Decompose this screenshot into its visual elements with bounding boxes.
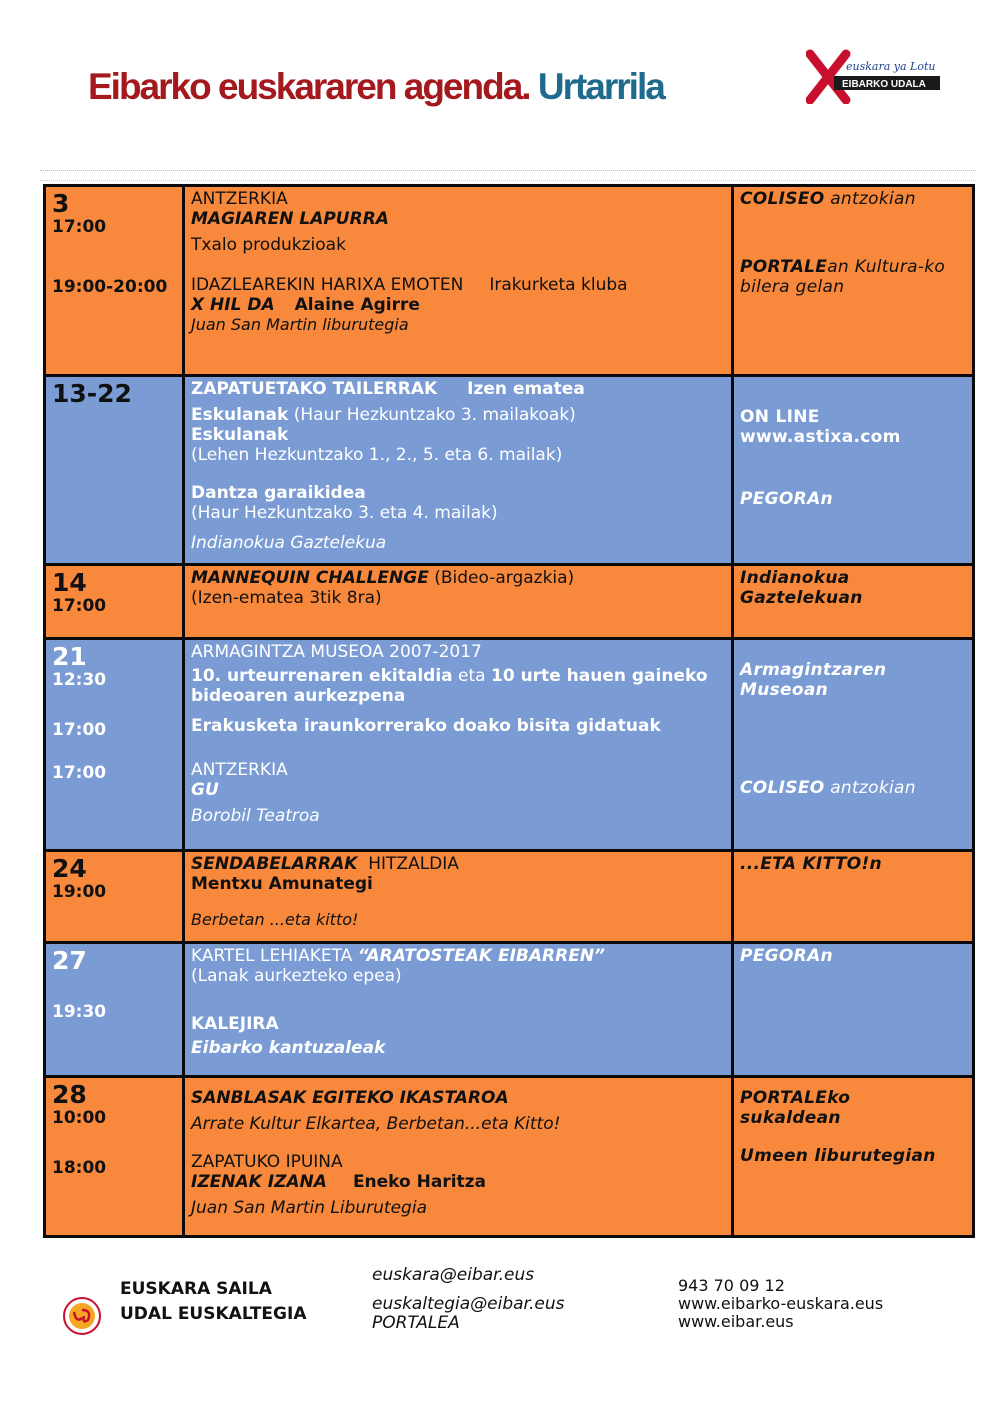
email-link[interactable]: euskaltegia@eibar.eus <box>372 1294 565 1314</box>
title-month: Urtarrila <box>537 66 664 107</box>
day-number: 21 <box>52 642 87 671</box>
day-number: 24 <box>52 854 87 883</box>
event-title: ZAPATUETAKO TAILERRAK Izen ematea <box>191 379 585 399</box>
event-title: 10. urteurrenaren ekitaldia eta 10 urte hauen gaineko bideoaren aurkezpena <box>191 666 708 706</box>
agenda-row <box>45 376 974 565</box>
event-title: MAGIAREN LAPURRA <box>191 209 389 229</box>
event-cell <box>184 851 733 943</box>
day-number: 14 <box>52 568 87 597</box>
event-category: ARMAGINTZA MUSEOA 2007-2017 <box>191 642 482 662</box>
event-cell <box>184 376 733 565</box>
date-cell <box>45 639 184 851</box>
event-title: SANBLASAK EGITEKO IKASTAROA <box>191 1088 509 1108</box>
dept-name: UDAL EUSKALTEGIA <box>120 1304 307 1324</box>
time: 19:30 <box>52 1002 107 1022</box>
event-organizer: Berbetan ...eta kitto! <box>191 910 359 929</box>
time: 12:30 <box>52 670 107 690</box>
venue: PORTALEan Kultura-ko bilera gelan <box>740 257 946 297</box>
day-number: 13-22 <box>52 379 132 408</box>
event-title: KARTEL LEHIAKETA “ARATOSTEAK EIBARREN” <box>191 946 605 966</box>
venue-cell <box>733 943 974 1077</box>
event-title: X HIL DA Alaine Agirre <box>191 295 420 315</box>
title-main: Eibarko euskararen agenda. <box>88 66 530 107</box>
event-place: Juan San Martin Liburutegia <box>191 1198 427 1218</box>
footer-contact <box>678 1277 883 1331</box>
event-title: IZENAK IZANA Eneko Haritza <box>191 1172 487 1192</box>
time: 18:00 <box>52 1158 107 1178</box>
date-cell <box>45 565 184 639</box>
agenda-row <box>45 186 974 376</box>
venue: Gaztelekuan <box>740 588 863 608</box>
workshop: Eskulanak <box>191 425 289 445</box>
event-place: Indianokua Gaztelekua <box>191 533 387 553</box>
time: 17:00 <box>52 217 107 237</box>
agenda-row <box>45 639 974 851</box>
web-link[interactable]: www.eibar.eus <box>678 1312 794 1331</box>
event-category: ANTZERKIA <box>191 189 288 209</box>
dept-name: EUSKARA SAILA <box>120 1279 272 1299</box>
event-category: ZAPATUKO IPUINA <box>191 1152 343 1172</box>
time: 19:00 <box>52 882 107 902</box>
workshop-detail: (Haur Hezkuntzako 3. eta 4. mailak) <box>191 503 498 523</box>
venue-cell <box>733 565 974 639</box>
workshop-detail: (Lehen Hezkuntzako 1., 2., 5. eta 6. mailak) <box>191 445 563 465</box>
venue-link[interactable]: www.astixa.com <box>740 427 901 447</box>
event-title: Erakusketa iraunkorrerako doako bisita gidatuak <box>191 716 661 736</box>
venue-cell <box>733 1077 974 1237</box>
venue: ...ETA KITTO!n <box>740 854 882 874</box>
event-place: Juan San Martin liburutegia <box>191 315 409 334</box>
day-number: 27 <box>52 946 87 975</box>
venue: ON LINE <box>740 407 820 427</box>
day-number: 28 <box>52 1080 87 1109</box>
footer-place: PORTALEA <box>372 1313 460 1333</box>
agenda-row <box>45 565 974 639</box>
event-cell <box>184 943 733 1077</box>
venue-cell <box>733 186 974 376</box>
venue: Armagintzaren <box>740 660 887 680</box>
event-category: IDAZLEAREKIN HARIXA EMOTEN Irakurketa kluba <box>191 275 628 295</box>
logo-bottom-text: EIBARKO UDALA <box>842 79 926 90</box>
event-cell <box>184 565 733 639</box>
event-title: GU <box>191 780 219 800</box>
logo-top-text: euskara ya Lotu <box>846 60 936 73</box>
eibarko-udala-logo <box>806 48 942 104</box>
event-organizer: Arrate Kultur Elkartea, Berbetan...eta Kitto! <box>191 1114 561 1134</box>
event-company: Txalo produkzioak <box>191 235 346 255</box>
event-title: MANNEQUIN CHALLENGE (Bideo-argazkia) <box>191 568 575 588</box>
event-company: Borobil Teatroa <box>191 806 320 826</box>
venue: Museoan <box>740 680 829 700</box>
time: 19:00-20:00 <box>52 277 168 297</box>
euskaltegia-logo-icon <box>62 1296 102 1336</box>
footer-emails <box>372 1266 564 1333</box>
venue: COLISEO antzokian <box>740 189 916 209</box>
email-link[interactable]: euskara@eibar.eus <box>372 1265 535 1285</box>
divider <box>40 180 976 181</box>
event-speaker: Mentxu Amunategi <box>191 874 373 894</box>
event-group: Eibarko kantuzaleak <box>191 1038 386 1058</box>
event-note: (Lanak aurkezteko epea) <box>191 966 402 986</box>
date-cell <box>45 186 184 376</box>
venue: PEGORAn <box>740 489 833 509</box>
time: 17:00 <box>52 596 107 616</box>
workshop: Dantza garaikidea <box>191 483 366 503</box>
date-cell <box>45 1077 184 1237</box>
event-cell <box>184 1077 733 1237</box>
date-cell <box>45 851 184 943</box>
venue-cell <box>733 376 974 565</box>
phone-number: 943 70 09 12 <box>678 1276 785 1295</box>
venue: PEGORAn <box>740 946 833 966</box>
event-category: ANTZERKIA <box>191 760 288 780</box>
date-cell <box>45 943 184 1077</box>
venue: sukaldean <box>740 1108 841 1128</box>
event-note: (Izen-ematea 3tik 8ra) <box>191 588 382 608</box>
event-title: SENDABELARRAK HITZALDIA <box>191 854 459 874</box>
venue: Umeen liburutegian <box>740 1146 936 1166</box>
event-cell <box>184 186 733 376</box>
agenda-row <box>45 1077 974 1237</box>
time: 10:00 <box>52 1108 107 1128</box>
venue: PORTALEko <box>740 1088 851 1108</box>
time: 17:00 <box>52 720 107 740</box>
venue: COLISEO antzokian <box>740 778 916 798</box>
date-cell <box>45 376 184 565</box>
divider <box>40 170 976 171</box>
event-cell <box>184 639 733 851</box>
day-number: 3 <box>52 189 70 218</box>
venue: Indianokua <box>740 568 850 588</box>
time: 17:00 <box>52 763 107 783</box>
agenda-table <box>43 184 975 1238</box>
venue-cell <box>733 639 974 851</box>
footer-department <box>120 1277 306 1327</box>
venue-cell <box>733 851 974 943</box>
page-title <box>88 66 664 108</box>
agenda-row <box>45 943 974 1077</box>
workshop: Eskulanak (Haur Hezkuntzako 3. mailakoak) <box>191 405 576 425</box>
agenda-row <box>45 851 974 943</box>
event-title: KALEJIRA <box>191 1014 279 1034</box>
web-link[interactable]: www.eibarko-euskara.eus <box>678 1294 884 1313</box>
